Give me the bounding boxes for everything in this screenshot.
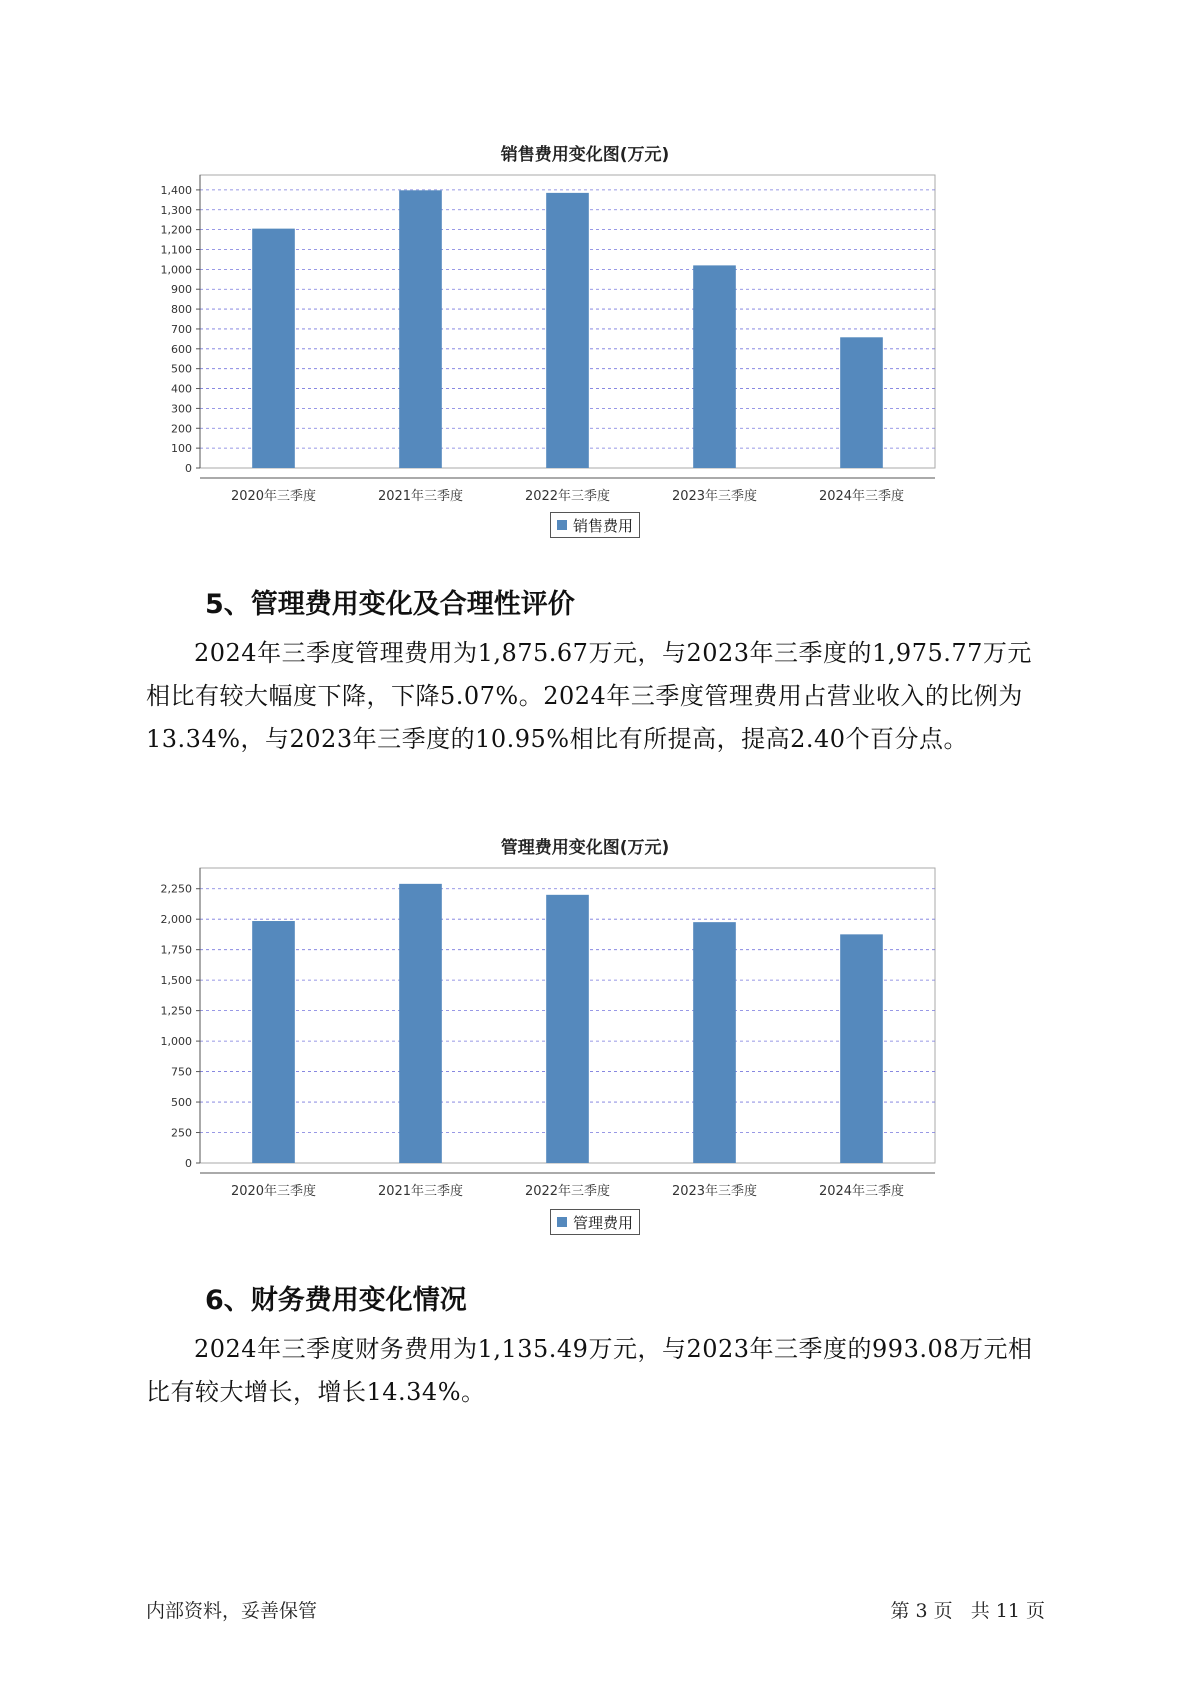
y-tick-label: 200 (171, 422, 192, 436)
y-tick-label: 1,250 (160, 1004, 192, 1018)
y-tick-label: 900 (171, 283, 192, 297)
bar (693, 265, 736, 468)
chart-title: 销售费用变化图(万元) (500, 145, 670, 165)
legend-label: 销售费用 (573, 516, 634, 535)
y-tick-label: 1,400 (160, 183, 192, 197)
section-heading-5: 5、管理费用变化及合理性评价 (205, 589, 575, 620)
sales-expense-chart (150, 140, 1020, 555)
y-tick-label: 800 (171, 303, 192, 317)
y-tick-label: 250 (171, 1126, 192, 1140)
bar (399, 884, 442, 1163)
section-5-paragraph: 2024年三季度管理费用为1,875.67万元，与2023年三季度的1,975.77万元相比有较大幅度下降，下降5.07%。2024年三季度管理费用占营业收入的比例为13.34%，与2023年三季度的10.95%相比有所提高，提高2.40个百分点。 (146, 639, 1032, 753)
y-tick-label: 1,100 (160, 243, 192, 257)
footer-left: 内部资料，妥善保管 (146, 1600, 318, 1622)
chart-plot (150, 170, 1020, 510)
y-tick-label: 600 (171, 342, 192, 356)
bar (546, 895, 589, 1163)
x-tick-label: 2021年三季度 (377, 1184, 464, 1199)
bar (252, 229, 295, 468)
y-tick-label: 1,300 (160, 203, 192, 217)
y-tick-label: 1,000 (160, 263, 192, 277)
bar (399, 190, 442, 468)
y-tick-label: 500 (171, 362, 192, 376)
bar (840, 934, 883, 1163)
y-tick-label: 1,200 (160, 223, 192, 237)
y-tick-label: 2,000 (160, 913, 192, 927)
x-tick-label: 2024年三季度 (818, 1184, 905, 1199)
x-tick-label: 2023年三季度 (671, 1184, 758, 1199)
footer-page-number: 第 3 页 共 11 页 (890, 1600, 1045, 1622)
y-tick-label: 0 (185, 462, 192, 475)
y-tick-label: 2,250 (160, 882, 192, 896)
chart-plot (150, 863, 1020, 1208)
y-tick-label: 400 (171, 382, 192, 396)
legend-swatch (557, 520, 567, 530)
x-tick-label: 2023年三季度 (671, 489, 758, 504)
x-tick-label: 2020年三季度 (230, 1184, 317, 1199)
bar (840, 337, 883, 468)
y-tick-label: 100 (171, 442, 192, 456)
bar (546, 193, 589, 468)
y-tick-label: 300 (171, 402, 192, 416)
x-tick-label: 2022年三季度 (524, 1184, 611, 1199)
y-tick-label: 1,000 (160, 1035, 192, 1049)
x-tick-label: 2022年三季度 (524, 489, 611, 504)
bar (693, 922, 736, 1163)
chart-legend (550, 512, 640, 538)
legend-swatch (557, 1217, 567, 1227)
section-heading-6: 6、财务费用变化情况 (205, 1285, 467, 1316)
chart-title: 管理费用变化图(万元) (500, 838, 670, 858)
bar (252, 921, 295, 1163)
y-tick-label: 750 (171, 1065, 192, 1079)
x-tick-label: 2021年三季度 (377, 489, 464, 504)
y-tick-label: 0 (185, 1157, 192, 1170)
legend-label: 管理费用 (573, 1213, 634, 1232)
y-tick-label: 1,500 (160, 974, 192, 988)
y-tick-label: 500 (171, 1096, 192, 1110)
section-6-paragraph: 2024年三季度财务费用为1,135.49万元，与2023年三季度的993.08万元相比有较大增长，增长14.34%。 (146, 1335, 1033, 1406)
y-tick-label: 1,750 (160, 943, 192, 957)
chart-legend (550, 1209, 640, 1235)
x-tick-label: 2020年三季度 (230, 489, 317, 504)
y-tick-label: 700 (171, 322, 192, 336)
x-tick-label: 2024年三季度 (818, 489, 905, 504)
admin-expense-chart (150, 833, 1020, 1253)
